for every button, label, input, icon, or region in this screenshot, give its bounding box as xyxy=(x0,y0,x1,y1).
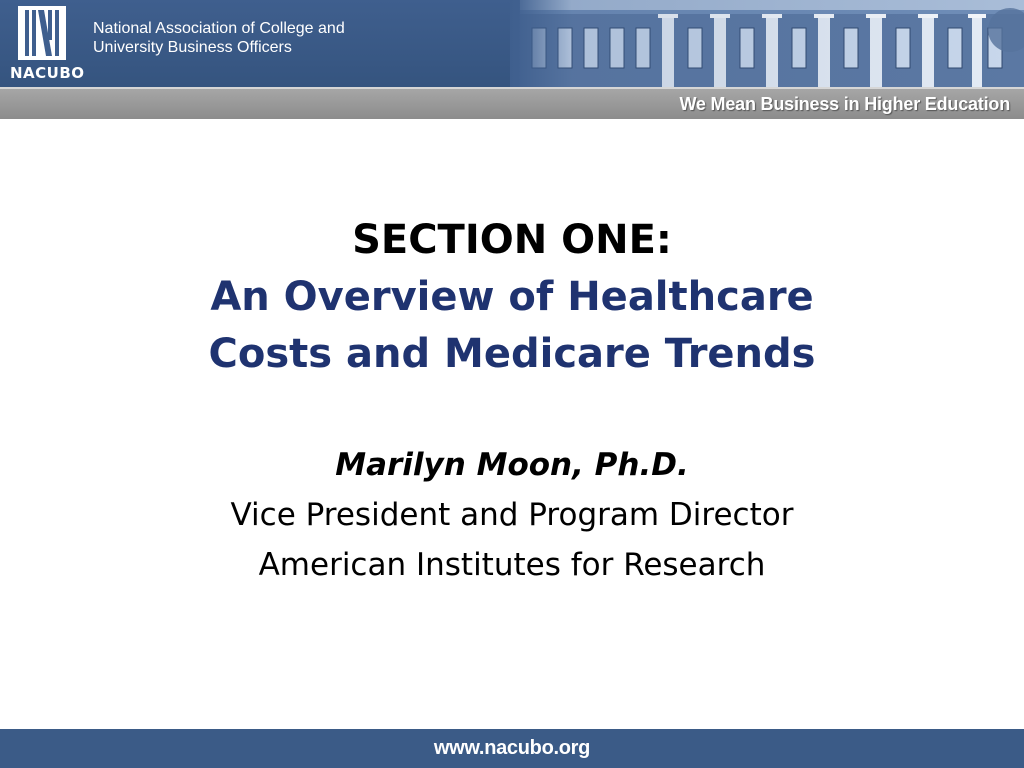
presenter-organization: American Institutes for Research xyxy=(258,547,766,583)
header-banner xyxy=(0,0,1024,87)
nacubo-logo-icon xyxy=(18,6,66,60)
logo-wordmark: NACUBO xyxy=(10,64,85,82)
organization-name xyxy=(93,19,413,57)
title-line-2: An Overview of Healthcare xyxy=(210,274,814,320)
presenter-name: Marilyn Moon, Ph.D. xyxy=(335,447,689,483)
slide-title xyxy=(0,212,1024,383)
footer-bar xyxy=(0,729,1024,768)
tagline: We Mean Business in Higher Education xyxy=(679,94,1010,114)
footer-url: www.nacubo.org xyxy=(433,737,591,759)
nacubo-logo xyxy=(10,4,85,84)
org-name-line-1: National Association of College and xyxy=(93,20,345,37)
org-name-line-2: University Business Officers xyxy=(93,39,292,56)
title-line-3: Costs and Medicare Trends xyxy=(208,331,816,377)
section-heading: SECTION ONE: xyxy=(352,217,672,263)
tagline-bar xyxy=(0,87,1024,119)
presenter-info xyxy=(0,440,1024,590)
building-photo xyxy=(510,0,1024,87)
presenter-role: Vice President and Program Director xyxy=(230,497,794,533)
